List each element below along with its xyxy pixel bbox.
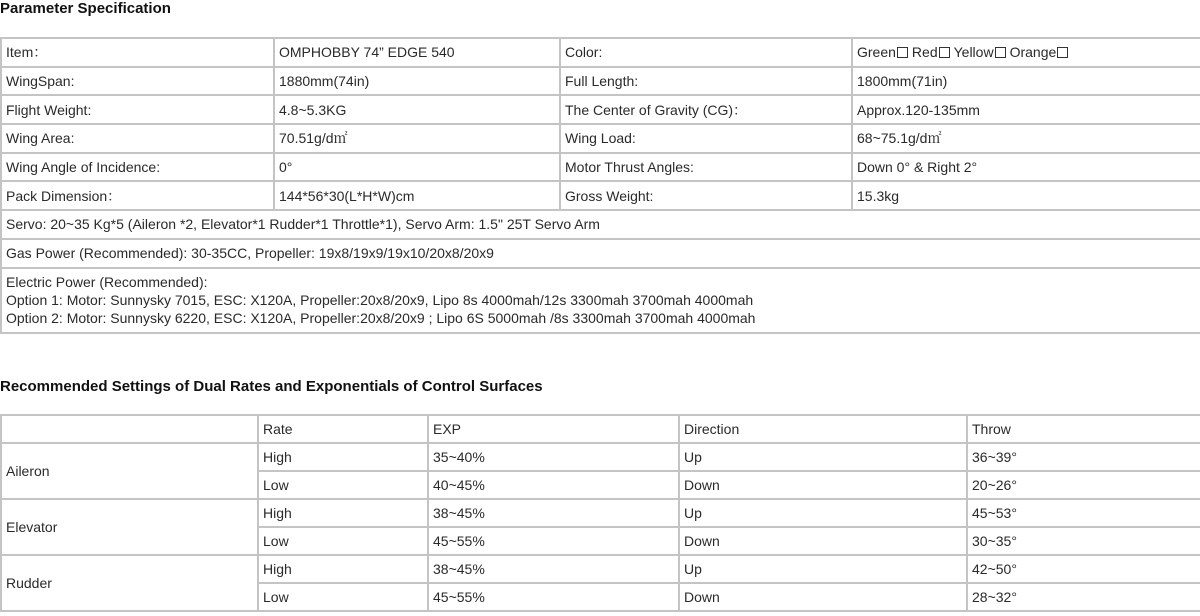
- spec-label: Motor Thrust Angles:: [560, 153, 852, 182]
- checkbox-icon: [897, 47, 908, 58]
- exp-cell: 38~45%: [428, 499, 679, 527]
- rate-cell: High: [258, 555, 428, 583]
- color-option-label: Red: [911, 44, 938, 61]
- table-header-row: [1, 415, 1200, 443]
- rates-table: [0, 414, 1200, 612]
- section-title-parameter-specification: Parameter Specification: [0, 0, 171, 17]
- electric-power-option-1: Option 1: Motor: Sunnysky 7015, ESC: X120A, Propeller:20x8/20x9, Lipo 8s 4000mah/12s 3300mah 3700mah 4000mah: [6, 292, 754, 308]
- color-option-label: Orange: [1009, 44, 1057, 61]
- color-option-label: Green: [857, 44, 896, 61]
- spec-value: 68~75.1g/d㎡: [852, 124, 1200, 153]
- throw-cell: 42~50°: [967, 555, 1200, 583]
- table-row: [1, 95, 1200, 124]
- spec-value: OMPHOBBY 74” EDGE 540: [274, 38, 560, 67]
- direction-cell: Up: [679, 499, 967, 527]
- table-row: [1, 181, 1200, 210]
- electric-power-option-2: Option 2: Motor: Sunnysky 6220, ESC: X120A, Propeller:20x8/20x9 ; Lipo 6S 5000mah /8s 3300mah 3700mah 4000mah: [6, 310, 756, 326]
- column-header: EXP: [428, 415, 679, 443]
- column-header: [1, 415, 258, 443]
- checkbox-icon: [939, 47, 950, 58]
- spec-label: The Center of Gravity (CG)：: [560, 95, 852, 124]
- rate-cell: Low: [258, 527, 428, 555]
- table-row: [1, 67, 1200, 96]
- table-row: [1, 124, 1200, 153]
- surface-name: Aileron: [1, 443, 258, 499]
- spec-label: Gross Weight:: [560, 181, 852, 210]
- rate-cell: High: [258, 443, 428, 471]
- rate-cell: Low: [258, 471, 428, 499]
- throw-cell: 45~53°: [967, 499, 1200, 527]
- rate-cell: Low: [258, 583, 428, 611]
- spec-label: Wing Area:: [1, 124, 274, 153]
- spec-value: 4.8~5.3KG: [274, 95, 560, 124]
- table-row: [1, 38, 1200, 67]
- spec-label: Pack Dimension：: [1, 181, 274, 210]
- table-row: [1, 555, 1200, 583]
- throw-cell: 20~26°: [967, 471, 1200, 499]
- table-row: [1, 268, 1200, 333]
- spec-label: Color:: [560, 38, 852, 67]
- exp-cell: 38~45%: [428, 555, 679, 583]
- exp-cell: 35~40%: [428, 443, 679, 471]
- color-options: [852, 38, 1200, 67]
- throw-cell: 30~35°: [967, 527, 1200, 555]
- table-row: [1, 239, 1200, 268]
- spec-label: WingSpan:: [1, 67, 274, 96]
- spec-value: Down 0° & Right 2°: [852, 153, 1200, 182]
- spec-value: 0°: [274, 153, 560, 182]
- column-header: Throw: [967, 415, 1200, 443]
- spec-value: 15.3kg: [852, 181, 1200, 210]
- exp-cell: 45~55%: [428, 527, 679, 555]
- throw-cell: 36~39°: [967, 443, 1200, 471]
- exp-cell: 40~45%: [428, 471, 679, 499]
- spec-label: Item：: [1, 38, 274, 67]
- gas-power-spec: Gas Power (Recommended): 30-35CC, Propeller: 19x8/19x9/19x10/20x8/20x9: [1, 239, 1200, 268]
- direction-cell: Down: [679, 583, 967, 611]
- spec-value: 144*56*30(L*H*W)cm: [274, 181, 560, 210]
- spec-label: Full Length:: [560, 67, 852, 96]
- rate-cell: High: [258, 499, 428, 527]
- spec-value: Approx.120-135mm: [852, 95, 1200, 124]
- servo-spec: Servo: 20~35 Kg*5 (Aileron *2, Elevator*1 Rudder*1 Throttle*1), Servo Arm: 1.5" 25T Servo Arm: [1, 210, 1200, 239]
- spec-value: 1880mm(74in): [274, 67, 560, 96]
- section-title-rates: Recommended Settings of Dual Rates and Exponentials of Control Surfaces: [0, 378, 543, 395]
- spec-label: Flight Weight:: [1, 95, 274, 124]
- column-header: Rate: [258, 415, 428, 443]
- spec-label: Wing Load:: [560, 124, 852, 153]
- column-header: Direction: [679, 415, 967, 443]
- direction-cell: Up: [679, 555, 967, 583]
- exp-cell: 45~55%: [428, 583, 679, 611]
- table-row: [1, 443, 1200, 471]
- throw-cell: 28~32°: [967, 583, 1200, 611]
- surface-name: Elevator: [1, 499, 258, 555]
- checkbox-icon: [1057, 47, 1068, 58]
- surface-name: Rudder: [1, 555, 258, 611]
- spec-value: 70.51g/d㎡: [274, 124, 560, 153]
- checkbox-icon: [995, 47, 1006, 58]
- table-row: [1, 210, 1200, 239]
- spec-value: 1800mm(71in): [852, 67, 1200, 96]
- spec-label: Wing Angle of Incidence:: [1, 153, 274, 182]
- direction-cell: Down: [679, 471, 967, 499]
- parameter-specification-table: [0, 37, 1200, 334]
- direction-cell: Down: [679, 527, 967, 555]
- table-row: [1, 153, 1200, 182]
- direction-cell: Up: [679, 443, 967, 471]
- electric-power-heading: Electric Power (Recommended):: [6, 274, 208, 290]
- color-option-label: Yellow: [953, 44, 994, 61]
- electric-power-spec: [1, 268, 1200, 333]
- table-row: [1, 499, 1200, 527]
